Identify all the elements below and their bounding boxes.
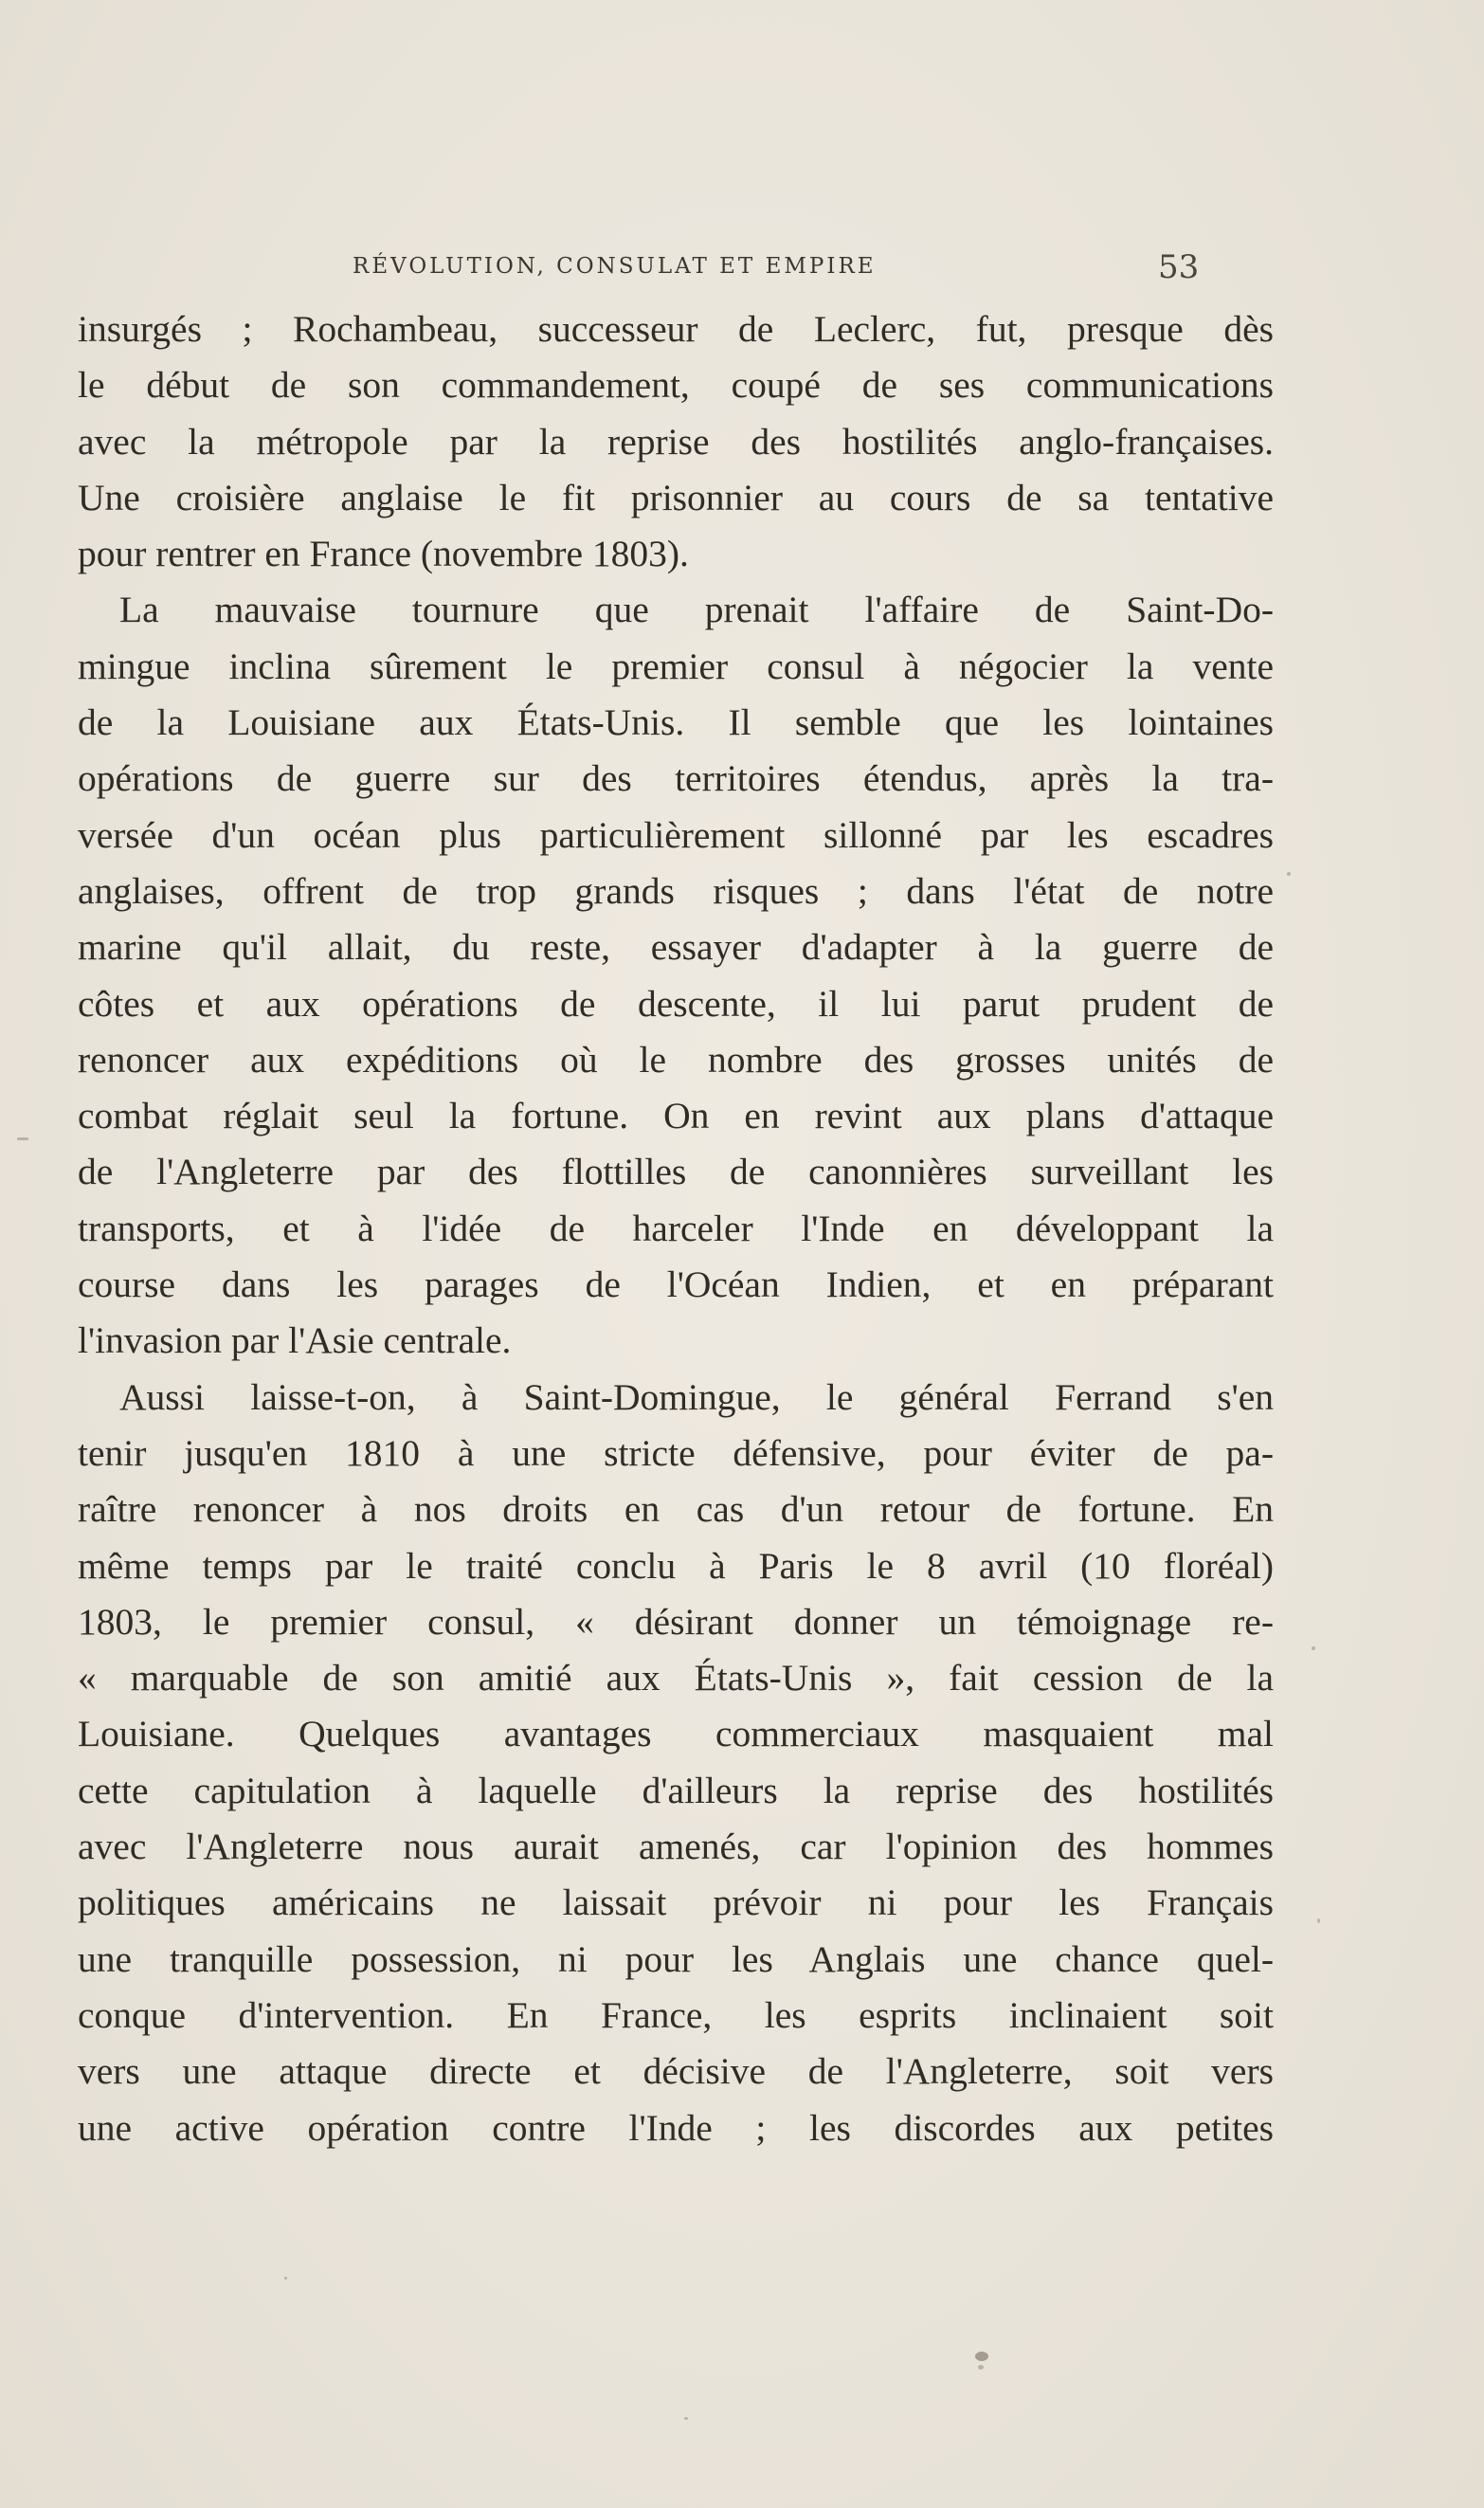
text-line: « marquable de son amitié aux États-Unis », fait cession de la — [78, 1657, 1274, 1699]
text-line: renoncer aux expéditions où le nombre des grosses unités de — [78, 1038, 1274, 1081]
body-text — [78, 301, 1274, 2156]
text-line: cette capitulation à laquelle d'ailleurs la reprise des hostilités — [78, 1769, 1274, 1811]
text-line: marine qu'il allait, du reste, essayer d'adapter à la guerre de — [78, 926, 1274, 969]
paper-speck — [978, 2365, 984, 2370]
text-line: une active opération contre l'Inde ; les discordes aux petites — [78, 2106, 1274, 2149]
paper-speck — [284, 2277, 287, 2280]
paper-speck — [1312, 1646, 1315, 1650]
text-line: Une croisière anglaise le fit prisonnier au cours de sa tentative — [78, 476, 1274, 518]
running-title: RÉVOLUTION, CONSULAT ET EMPIRE — [353, 254, 877, 279]
text-line: tenir jusqu'en 1810 à une stricte défensive, pour éviter de pa- — [78, 1431, 1274, 1474]
text-line: La mauvaise tournure que prenait l'affaire de Saint-Do- — [119, 589, 1274, 631]
text-line: même temps par le traité conclu à Paris le 8 avril (10 floréal) — [78, 1544, 1274, 1587]
text-line: politiques américains ne laissait prévoir ni pour les Français — [78, 1881, 1274, 1924]
text-line: transports, et à l'idée de harceler l'Inde en développant la — [78, 1207, 1274, 1249]
text-line: avec la métropole par la reprise des hostilités anglo-françaises. — [78, 420, 1274, 463]
text-line: pour rentrer en France (novembre 1803). — [78, 533, 689, 575]
paragraph — [78, 582, 1274, 1369]
text-line: de la Louisiane aux États-Unis. Il semble que les lointaines — [78, 701, 1274, 744]
text-line: côtes et aux opérations de descente, il lui parut prudent de — [78, 982, 1274, 1025]
text-line: 1803, le premier consul, « désirant donner un témoignage re- — [78, 1600, 1274, 1643]
paper-speck — [1287, 872, 1291, 876]
paragraph — [78, 301, 1274, 582]
paper-speck — [1317, 1918, 1320, 1923]
paper-speck — [17, 1137, 28, 1140]
text-line: vers une attaque directe et décisive de l'Angleterre, soit vers — [78, 2050, 1274, 2093]
text-line: opérations de guerre sur des territoires étendus, après la tra- — [78, 757, 1274, 800]
text-line: conque d'intervention. En France, les esprits inclinaient soit — [78, 1993, 1274, 2036]
text-line: l'invasion par l'Asie centrale. — [78, 1319, 512, 1362]
text-line: raître renoncer à nos droits en cas d'un retour de fortune. En — [78, 1488, 1274, 1531]
text-line: course dans les parages de l'Océan Indien, et en préparant — [78, 1263, 1274, 1306]
text-line: mingue inclina sûrement le premier consul à négocier la vente — [78, 645, 1274, 687]
paragraph — [78, 1370, 1274, 2156]
text-line: avec l'Angleterre nous aurait amenés, car l'opinion des hommes — [78, 1826, 1274, 1868]
text-line: anglaises, offrent de trop grands risques ; dans l'état de notre — [78, 869, 1274, 912]
text-line: combat réglait seul la fortune. On en revint aux plans d'attaque — [78, 1095, 1274, 1137]
page-number: 53 — [1158, 248, 1200, 286]
text-line: insurgés ; Rochambeau, successeur de Leclerc, fut, presque dès — [78, 308, 1274, 350]
running-head — [0, 248, 1484, 296]
text-line: une tranquille possession, ni pour les Anglais une chance quel- — [78, 1937, 1274, 1980]
paper-speck — [975, 2352, 988, 2361]
text-line: versée d'un océan plus particulièrement sillonné par les escadres — [78, 813, 1274, 856]
paper-speck — [684, 2417, 688, 2420]
text-line: de l'Angleterre par des flottilles de canonnières surveillant les — [78, 1151, 1274, 1193]
text-line: Aussi laisse-t-on, à Saint-Domingue, le général Ferrand s'en — [119, 1375, 1274, 1418]
text-line: Louisiane. Quelques avantages commerciaux masquaient mal — [78, 1713, 1274, 1755]
text-line: le début de son commandement, coupé de ses communications — [78, 364, 1274, 407]
